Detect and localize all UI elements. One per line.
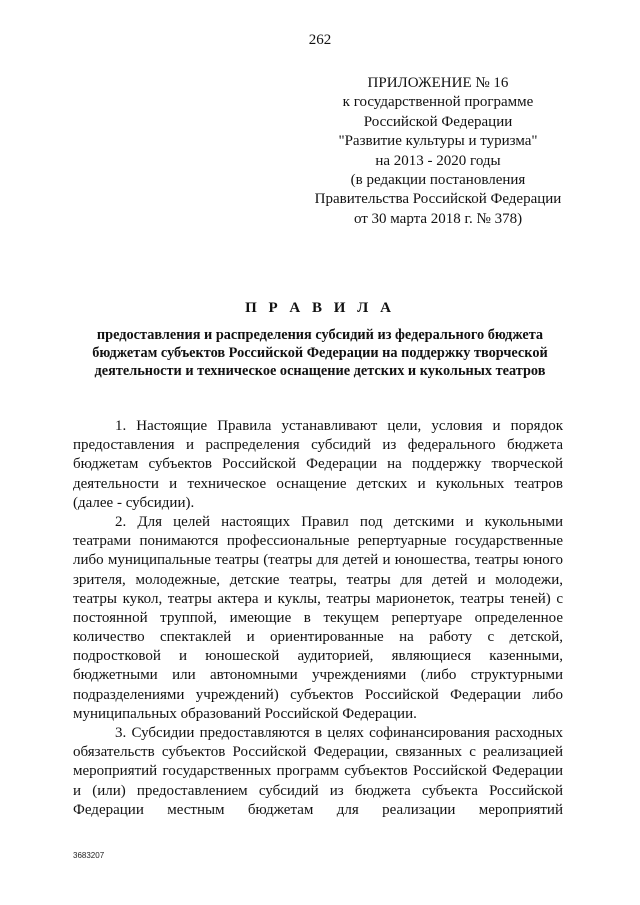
paragraph-line: подразделениями учреждений) субъектов Российской Федерации либо [73, 686, 563, 703]
paragraph-line: предоставления и распределения субсидий из федерального бюджета [73, 437, 563, 454]
page-number: 262 [308, 32, 332, 48]
rules-subtitle [60, 326, 580, 381]
paragraph-line: и (или) предоставлением субсидий из бюджета субъекта Российской [73, 782, 563, 799]
appendix-line: (в редакции постановления [350, 172, 526, 189]
document-code: 3683207 [73, 851, 105, 860]
paragraph-line: (далее - субсидии). [73, 494, 195, 511]
appendix-block [300, 74, 576, 229]
paragraph-line: зрителя, молодежные, детские театры, театры для детей и молодежи, [73, 571, 563, 588]
paragraph-line: 3. Субсидии предоставляются в целях софинансирования расходных [115, 725, 563, 741]
subtitle-line: бюджетам субъектов Российской Федерации на поддержку творческой [92, 345, 548, 362]
paragraph-line: деятельности и техническое оснащение детских и кукольных театров [73, 475, 563, 492]
paragraph-line: бюджетам субъектов Российской Федерации на поддержку творческой [73, 456, 563, 473]
appendix-line: на 2013 - 2020 годы [375, 152, 501, 169]
paragraph-3 [73, 724, 563, 820]
appendix-line: Правительства Российской Федерации [314, 191, 562, 208]
paragraph-line: Федерации местным бюджетам для реализации мероприятий [73, 801, 563, 818]
paragraph-2 [73, 513, 563, 724]
subtitle-line: предоставления и распределения субсидий из федерального бюджета [96, 327, 544, 343]
appendix-line: от 30 марта 2018 г. № 378) [353, 210, 523, 227]
appendix-line: Российской Федерации [363, 113, 513, 130]
paragraph-line: театры кукол, театры актера и куклы, театры марионеток, театры теней) с [73, 590, 563, 607]
body-text [73, 417, 563, 820]
paragraph-line: либо муниципальные театры (театры для детей и юношества, театры юного [73, 552, 563, 569]
paragraph-line: количество спектаклей и ориентированные на работу с детской, [73, 629, 563, 646]
rules-heading: П Р А В И Л А [245, 300, 395, 316]
paragraph-line: обязательств субъектов Российской Федерации, связанных с реализацией [73, 744, 563, 761]
paragraph-line: театрами понимаются профессиональные репертуарные государственные [73, 533, 563, 550]
paragraph-line: бюджетными или автономными учреждениями (либо структурными [73, 667, 563, 684]
appendix-line: к государственной программе [342, 94, 534, 111]
subtitle-line: деятельности и техническое оснащение детских и кукольных театров [94, 363, 546, 380]
paragraph-line: постоянной труппой, имеющие в текущем репертуаре определенное [73, 609, 563, 626]
paragraph-line: мероприятий государственных программ субъектов Российской Федерации [73, 763, 563, 780]
paragraph-1 [73, 417, 563, 513]
appendix-line: "Развитие культуры и туризма" [338, 133, 538, 150]
appendix-line: ПРИЛОЖЕНИЕ № 16 [367, 75, 509, 91]
paragraph-line: 2. Для целей настоящих Правил под детскими и кукольными [115, 513, 563, 530]
paragraph-line: подростковой и юношеской аудиторией, являющиеся казенными, [73, 648, 563, 665]
paragraph-line: 1. Настоящие Правила устанавливают цели, условия и порядок [115, 418, 563, 434]
paragraph-line: муниципальных образований Российской Федерации. [73, 705, 417, 722]
